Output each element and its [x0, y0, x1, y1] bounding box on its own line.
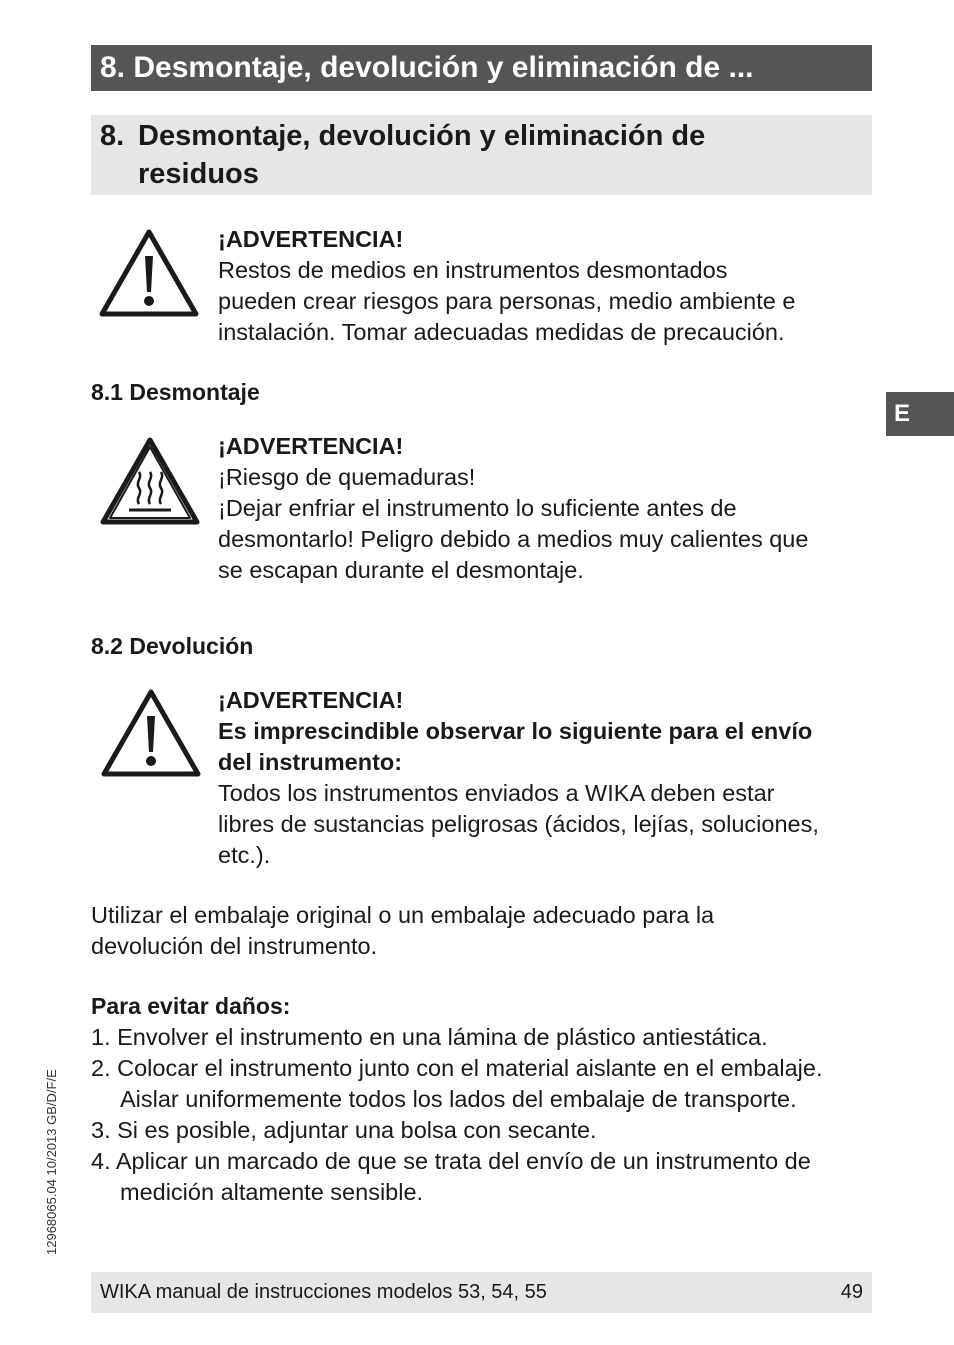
page-footer — [91, 1272, 872, 1313]
document-code: 12968065.04 10/2013 GB/D/F/E — [44, 1069, 59, 1255]
list-item-continuation: medición altamente sensible. — [120, 1179, 424, 1205]
list-item: 1. Envolver el instrumento en una lámina de plástico antiestática. — [91, 1024, 768, 1050]
footer-title: WIKA manual de instrucciones modelos 53, 54, 55 — [100, 1281, 547, 1303]
language-tab: E — [886, 392, 954, 436]
list-item-continuation: Aislar uniformemente todos los lados del embalaje de transporte. — [120, 1086, 797, 1112]
warning-triangle-icon — [100, 688, 202, 778]
section-title-text: Desmontaje, devolución y eliminación de residuos — [138, 120, 706, 190]
packaging-paragraph: Utilizar el embalaje original o un embalaje adecuado para la devolución del instrumento. — [91, 902, 715, 959]
subsection-heading-return: 8.2 Devolución — [91, 633, 254, 659]
avoid-damage-heading: Para evitar daños: — [91, 993, 291, 1019]
page-number: 49 — [840, 1281, 863, 1303]
warning-heading: ¡ADVERTENCIA! — [218, 226, 404, 252]
section-title — [91, 115, 872, 195]
warning-block-3: ¡ADVERTENCIA! Es imprescindible observar lo siguiente para el envío del instrumento: Todos los instrumentos enviados a WIKA deben estar libres de sustancias peligrosas (ácidos, lejías, soluciones, etc.). — [218, 685, 878, 871]
warning-heading: ¡ADVERTENCIA! — [218, 687, 404, 713]
list-item: 4. Aplicar un marcado de que se trata del envío de un instrumento de — [91, 1148, 811, 1174]
subsection-heading-disassembly: 8.1 Desmontaje — [91, 379, 260, 405]
warning-block-1: ¡ADVERTENCIA! Restos de medios en instrumentos desmontados pueden crear riesgos para personas, medio ambiente e instalación. Tomar adecuadas medidas de precaución. — [218, 224, 878, 348]
avoid-damage-list — [91, 1022, 881, 1208]
running-header: 8. Desmontaje, devolución y eliminación de ... — [91, 45, 872, 91]
warning-heading: ¡ADVERTENCIA! — [218, 433, 404, 459]
warning-triangle-icon — [98, 228, 200, 318]
hot-surface-warning-icon — [99, 436, 201, 526]
warning-block-2: ¡ADVERTENCIA! ¡Riesgo de quemaduras! ¡Dejar enfriar el instrumento lo suficiente antes de desmontarlo! Peligro debido a medios muy calientes que se escapan durante el desmontaje. — [218, 431, 878, 586]
section-number: 8. — [100, 120, 125, 152]
list-item: 2. Colocar el instrumento junto con el material aislante en el embalaje. — [91, 1055, 823, 1081]
list-item: 3. Si es posible, adjuntar una bolsa con secante. — [91, 1117, 597, 1143]
